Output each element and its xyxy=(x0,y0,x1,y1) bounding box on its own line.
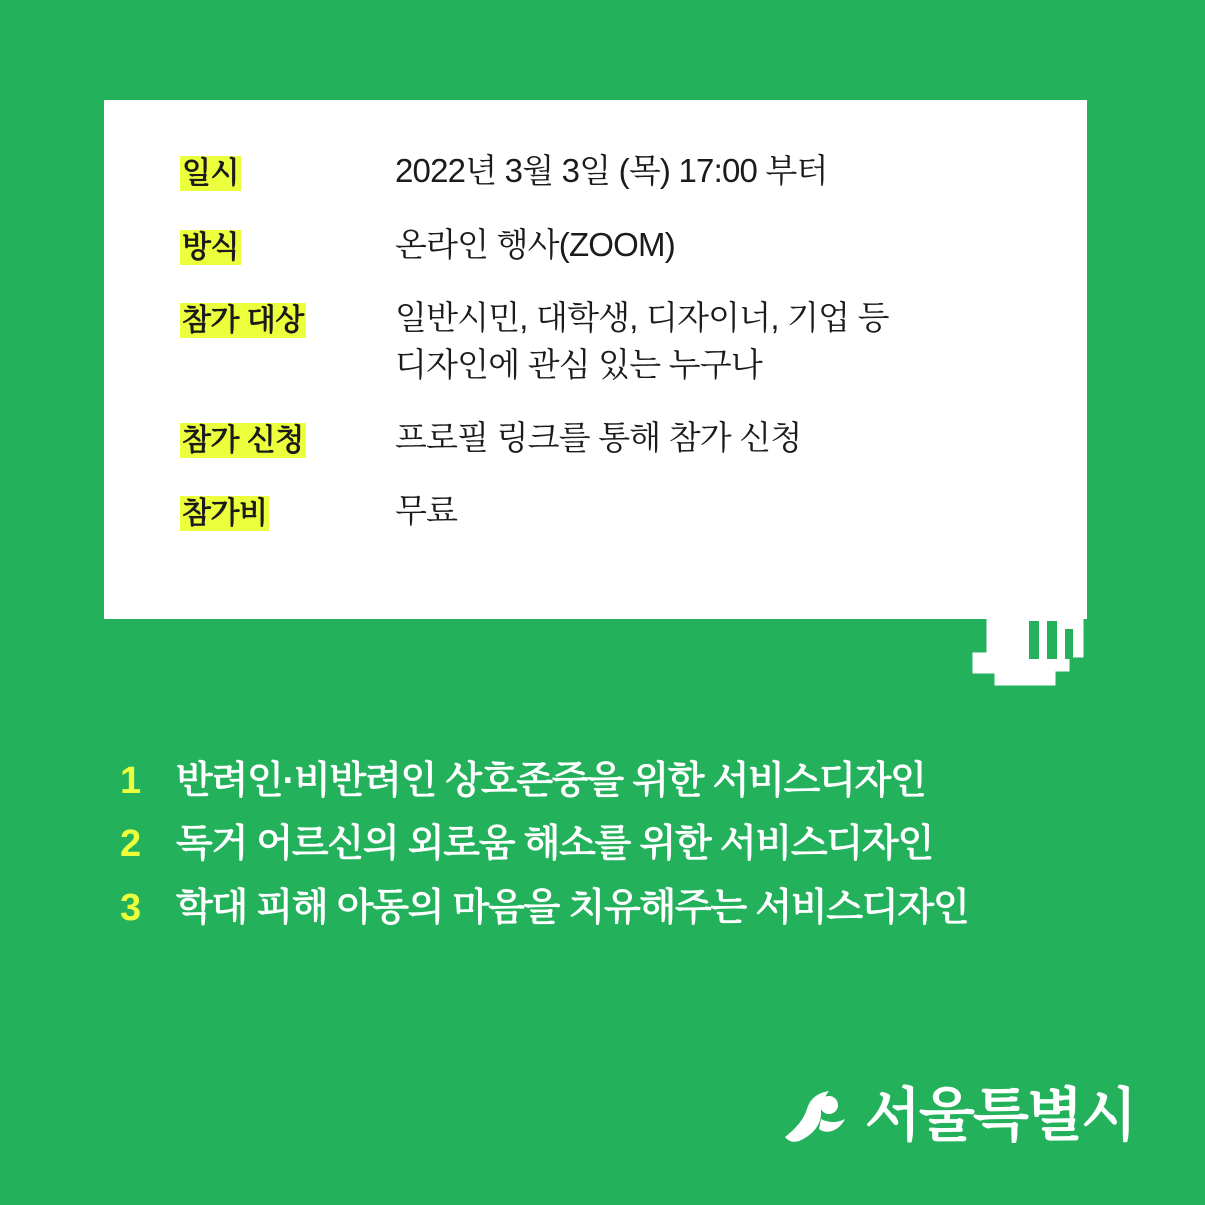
seoul-emblem-icon xyxy=(777,1079,851,1153)
info-value-line: 2022년 3월 3일 (목) 17:00 부터 xyxy=(395,152,828,189)
topic-text: 독거 어르신의 외로움 해소를 위한 서비스디자인 xyxy=(176,823,933,866)
topic-text: 학대 피해 아동의 마음을 치유해주는 서비스디자인 xyxy=(176,886,969,929)
info-label: 일시 xyxy=(182,157,239,190)
info-value xyxy=(395,222,1040,269)
info-label-cell xyxy=(180,295,395,343)
info-value-line: 무료 xyxy=(395,492,458,530)
info-label: 방식 xyxy=(182,230,239,264)
info-value xyxy=(395,415,1040,462)
event-info-card xyxy=(104,100,1087,619)
topic-text: 반려인·비반려인 상호존중을 위한 서비스디자인 xyxy=(176,760,926,802)
list-item xyxy=(120,819,1120,870)
topic-number: 2 xyxy=(120,823,142,866)
list-item xyxy=(120,883,1120,934)
table-row xyxy=(180,295,1040,389)
topic-number: 3 xyxy=(120,886,142,929)
info-value xyxy=(395,148,1040,195)
list-item xyxy=(120,756,1120,807)
info-label: 참가비 xyxy=(182,497,268,531)
info-value-line: 온라인 행사(ZOOM) xyxy=(395,225,675,263)
topic-list xyxy=(120,756,1120,946)
info-label: 참가 대상 xyxy=(182,304,304,337)
info-value xyxy=(395,295,1040,389)
info-label: 참가 신청 xyxy=(182,423,304,457)
table-row xyxy=(180,148,1040,196)
info-label-cell xyxy=(180,222,395,270)
table-row xyxy=(180,488,1040,536)
seoul-logo xyxy=(777,1079,1135,1153)
info-label-cell xyxy=(180,415,395,463)
seoul-logo-text: 서울특별시 xyxy=(864,1083,1135,1148)
topic-number: 1 xyxy=(120,760,142,802)
table-row xyxy=(180,222,1040,270)
info-value-line: 디자인에 관심 있는 누구나 xyxy=(395,345,762,383)
info-label-cell xyxy=(180,148,395,196)
pointing-hand-icon xyxy=(955,545,1135,725)
table-row xyxy=(180,415,1040,463)
info-value-line: 일반시민, 대학생, 디자이너, 기업 등 xyxy=(395,299,889,336)
info-value-line: 프로필 링크를 통해 참가 신청 xyxy=(395,418,802,456)
info-value xyxy=(395,488,1040,535)
event-info-table xyxy=(180,148,1040,562)
info-label-cell xyxy=(180,488,395,536)
